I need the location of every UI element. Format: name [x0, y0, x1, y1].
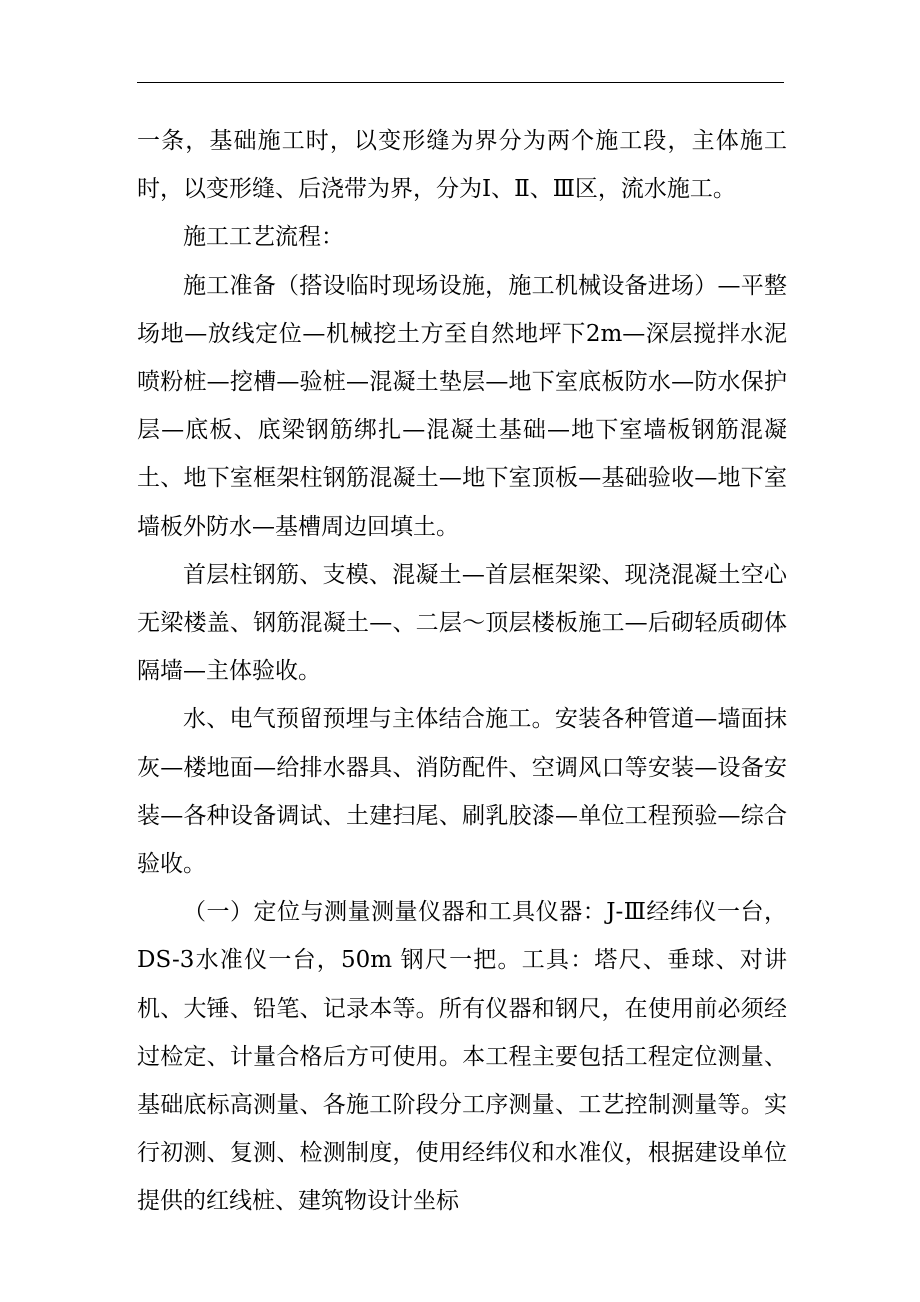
body-text — [137, 117, 787, 1226]
paragraph-foundation-flow: 施工准备（搭设临时现场设施，施工机械设备进场）—平整场地—放线定位—机械挖土方至自然地坪下2m—深层搅拌水泥喷粉桩—挖槽—验桩—混凝土垫层—地下室底板防水—防水保护层—底板、底梁钢筋绑扎—混凝土基础—地下室墙板钢筋混凝土、地下室框架柱钢筋混凝土—地下室顶板—基础验收—地下室墙板外防水—基槽周边回填土。 — [137, 272, 787, 540]
paragraph-installation-flow: 水、电气预留预埋与主体结合施工。安装各种管道—墙面抹灰—楼地面—给排水器具、消防配件、空调风口等安装—设备安装—各种设备调试、土建扫尾、刷乳胶漆—单位工程预验—综合验收。 — [137, 706, 787, 878]
paragraph-process-heading: 施工工艺流程： — [183, 224, 344, 251]
header-rule — [137, 82, 784, 83]
paragraph-construction-sections: 一条，基础施工时，以变形缝为界分为两个施工段，主体施工时，以变形缝、后浇带为界，分为Ⅰ、Ⅱ、Ⅲ区，流水施工。 — [137, 128, 787, 203]
paragraph-positioning-survey: （一）定位与测量测量仪器和工具仪器：J-Ⅲ经纬仪一台，DS-3水准仪一台，50m 钢尺一把。工具：塔尺、垂球、对讲机、大锤、铅笔、记录本等。所有仪器和钢尺，在使用前必须经过检定、计量合格后方可使用。本工程主要包括工程定位测量、基础底标高测量、各施工阶段分工序测量、工艺控制测量等。实行初测、复测、检测制度，使用经纬仪和水准仪，根据建设单位提供的红线桩、建筑物设计坐标 — [137, 899, 787, 1215]
paragraph-main-structure-flow: 首层柱钢筋、支模、混凝土—首层框架梁、现浇混凝土空心无梁楼盖、钢筋混凝土—、二层～顶层楼板施工—后砌轻质砌体隔墙—主体验收。 — [137, 561, 787, 685]
